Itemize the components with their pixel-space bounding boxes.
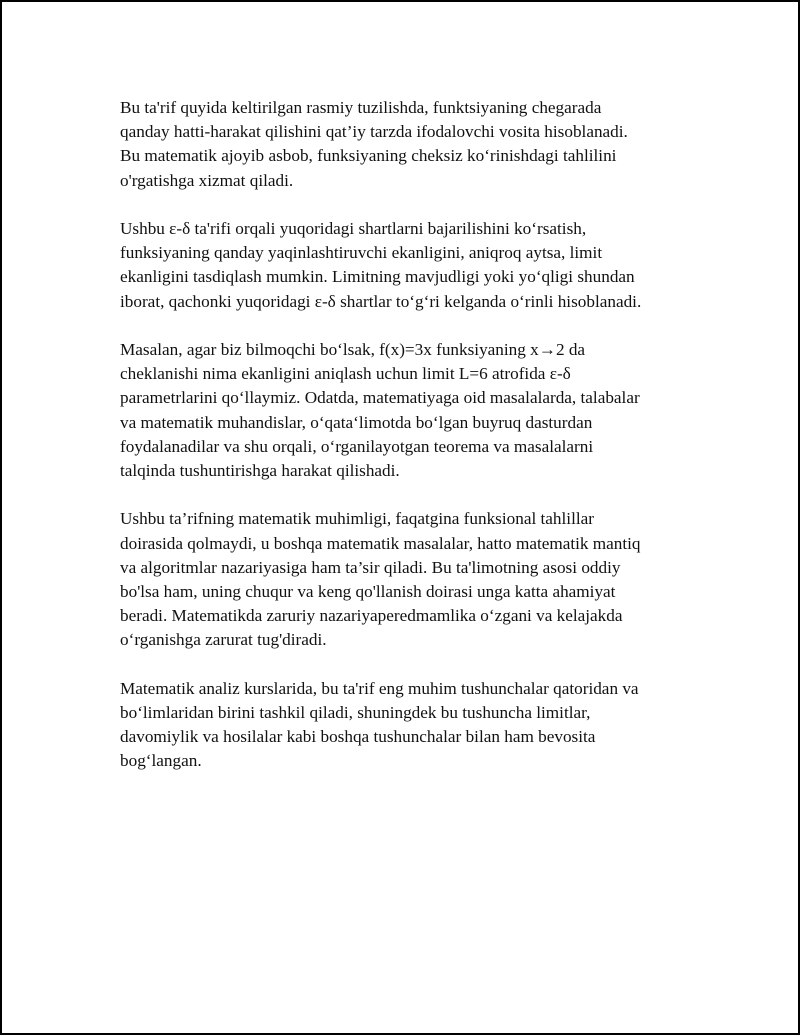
text-line: cheklanishi nima ekanligini aniqlash uchun limit L=6 atrofida ε-δ [120, 364, 571, 384]
text-line: qanday hatti-harakat qilishini qat’iy tarzda ifodalovchi vosita hisoblanadi. [120, 122, 628, 142]
text-line: funksiyaning qanday yaqinlashtiruvchi ekanligini, aniqroq aytsa, limit [120, 243, 603, 263]
text-line: Ushbu ε-δ ta'rifi orqali yuqoridagi shartlarni bajarilishini ko‘rsatish, [120, 219, 587, 238]
text-line: Bu matematik ajoyib asbob, funksiyaning cheksiz ko‘rinishdagi tahlilini [120, 146, 617, 166]
paragraph-5 [120, 677, 686, 774]
text-line: bog‘langan. [120, 751, 202, 771]
document-body [120, 96, 686, 798]
text-line: Bu ta'rif quyida keltirilgan rasmiy tuzilishda, funktsiyaning chegarada [120, 98, 602, 117]
text-line: bo'lsa ham, uning chuqur va keng qo'llanish doirasi unga katta ahamiyat [120, 582, 616, 602]
text-line: o'rgatishga xizmat qiladi. [120, 170, 294, 190]
text-line: ekanligini tasdiqlash mumkin. Limitning mavjudligi yoki yo‘qligi shundan [120, 267, 635, 287]
text-line: va algoritmlar nazariyasiga ham ta’sir qiladi. Bu ta'limotning asosi oddiy [120, 557, 621, 577]
text-line: talqinda tushuntirishga harakat qilishadi. [120, 461, 400, 481]
text-line: Matematik analiz kurslarida, bu ta'rif eng muhim tushunchalar qatoridan va [120, 678, 639, 698]
paragraph-4 [120, 507, 686, 652]
text-line: o‘rganishga zarurat tug'diradi. [120, 630, 327, 650]
paragraph-3 [120, 338, 686, 483]
text-line: parametrlarini qo‘llaymiz. Odatda, matematiyaga oid masalalarda, talabalar [120, 388, 640, 408]
text-line: beradi. Matematikda zaruriy nazariyaperedmamlika o‘zgani va kelajakda [120, 606, 623, 626]
text-line: Masalan, agar biz bilmoqchi bo‘lsak, f(x)=3x funksiyaning x→2 da [120, 340, 586, 359]
text-line: Ushbu ta’rifning matematik muhimligi, faqatgina funksional tahlillar [120, 509, 594, 529]
paragraph-2 [120, 217, 686, 314]
paragraph-1 [120, 96, 686, 193]
text-line: bo‘limlaridan birini tashkil qiladi, shuningdek bu tushuncha limitlar, [120, 703, 591, 723]
text-line: davomiylik va hosilalar kabi boshqa tushunchalar bilan ham bevosita [120, 727, 596, 747]
text-line: doirasida qolmaydi, u boshqa matematik masalalar, hatto matematik mantiq [120, 533, 641, 553]
text-line: iborat, qachonki yuqoridagi ε-δ shartlar to‘g‘ri kelganda o‘rinli hisoblanadi. [120, 291, 642, 311]
text-line: foydalanadilar va shu orqali, o‘rganilayotgan teorema va masalalarni [120, 436, 594, 456]
text-line: va matematik muhandislar, o‘qata‘limotda bo‘lgan buyruq dasturdan [120, 412, 593, 432]
